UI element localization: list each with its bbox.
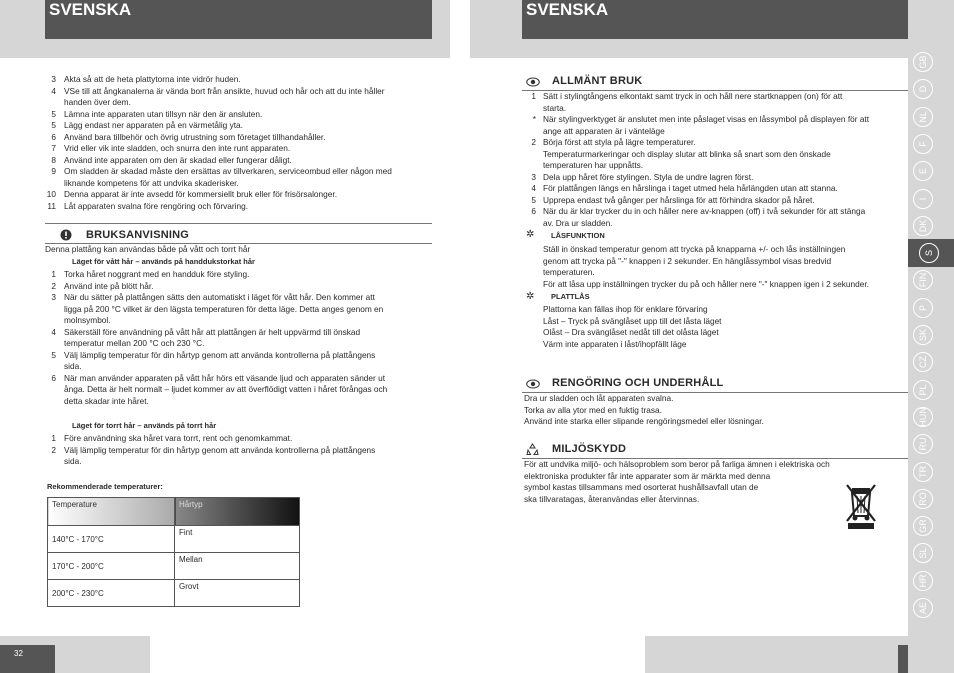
left-page-title: SVENSKA — [45, 0, 432, 39]
list-item-text: ånga. Detta är helt normalt – ljudet kommer av att överflödigt vatten i håret förångas och — [64, 384, 388, 394]
list-item-number: 1 — [51, 433, 56, 443]
text-line: Värm inte apparaten i låst/ihopfällt läge — [543, 338, 687, 349]
bruk-heading: BRUKSANVISNING — [86, 229, 190, 241]
lock-title: LÅSFUNKTION — [551, 231, 605, 240]
list-item-text: När du är klar trycker du in och håller nere av-knappen (off) i två sekunder för att stänga — [543, 206, 866, 216]
warning-icon — [60, 229, 72, 241]
language-tab-cz[interactable]: CZ — [913, 352, 933, 372]
list-item-number: 3 — [51, 74, 56, 84]
list-item-number: 5 — [51, 120, 56, 130]
list-item-text: Akta så att de heta plattytorna inte vidrör huden. — [64, 74, 241, 84]
language-tab-e[interactable]: E — [913, 161, 933, 181]
list-item-text: Lämna inte apparaten utan tillsyn när den är ansluten. — [64, 108, 263, 119]
text-line: temperaturen. — [543, 267, 595, 277]
language-tab-gb[interactable]: GB — [913, 52, 933, 72]
language-tab-ro[interactable]: RO — [913, 489, 933, 509]
text-line: Låst – Tryck på svänglåset upp till det låsta läget — [543, 315, 722, 326]
list-item-number: 2 — [51, 444, 56, 455]
list-item-text: liknande kompetens för att undvika skaderisker. — [64, 177, 239, 188]
text-line: För att undvika miljö- och hälsoproblem som beror på farliga ämnen i elektriska och — [524, 459, 830, 469]
right-foot-band — [645, 636, 908, 673]
recycle-icon — [526, 443, 539, 456]
list-item-text: Före användning ska håret vara torrt, rent och genomkammat. — [64, 433, 293, 443]
language-tab-label: S — [919, 243, 939, 263]
list-item-text: VSe till att ångkanalerna är vända bort från ansikte, huvud och hår och att du inte håller — [64, 85, 385, 96]
table-row — [48, 580, 300, 607]
list-item-text: sida. — [64, 361, 82, 371]
list-item-number: 9 — [51, 166, 56, 176]
bruk-rule — [45, 223, 432, 224]
list-item-text: detta skadar inte håret. — [64, 395, 149, 406]
plate-title: PLATTLÅS — [551, 292, 590, 301]
rengoring-heading: RENGÖRING OCH UNDERHÅLL — [552, 377, 724, 389]
list-item-number: 1 — [51, 269, 56, 279]
text-line: Olåst – Dra svänglåset nedåt till det olåsta läget — [543, 327, 719, 337]
eye-icon — [526, 77, 540, 87]
list-item-text: ligga på 200 °C vilket är den lägsta temperaturen för detta läge. Detta anges genom en — [64, 303, 384, 314]
text-line: Ställ in önskad temperatur genom att trycka på knapparna +/- och lås inställningen — [543, 244, 846, 254]
list-item-text: temperatur mellan 200 °C och 230 °C. — [64, 338, 205, 348]
list-item-text: Börja först att styla på lägre temperaturer. — [543, 137, 696, 147]
list-item-text: molnsymbol. — [64, 315, 111, 325]
list-item-text: Om sladden är skadad måste den ersättas av tillverkaren, serviceombud eller någon med — [64, 166, 392, 176]
list-item-number: 4 — [51, 85, 56, 96]
list-item-number: 7 — [51, 143, 56, 153]
list-item-text: När du sätter på plattången sätts den automatiskt i läget för vått hår. Den kommer att — [64, 292, 375, 302]
list-item-text: starta. — [543, 102, 567, 113]
list-item-text: Välj lämplig temperatur för din hårtyp genom att använda kontrollerna på plattångens — [64, 349, 376, 360]
bruk-intro: Denna plattång kan användas både på vått och torrt hår — [45, 244, 251, 254]
list-item-text: Använd inte apparaten om den är skadad eller fungerar dåligt. — [64, 154, 292, 165]
left-page-number: 32 — [0, 645, 55, 673]
list-item-text: Vrid eller vik inte sladden, och snurra den inte runt apparaten. — [64, 143, 291, 153]
hairtype-cell: Fint — [175, 526, 300, 553]
list-item-number: 6 — [51, 372, 56, 383]
list-item-text: Välj lämplig temperatur för din hårtyp genom att använda kontrollerna på plattångens — [64, 444, 376, 455]
text-line: Använd inte starka eller slipande rengöringsmedel eller lösningar. — [524, 416, 764, 426]
language-tab-f[interactable]: F — [913, 134, 933, 154]
table-row — [48, 526, 300, 553]
language-tab-i[interactable]: I — [913, 189, 933, 209]
list-item-number: 4 — [531, 183, 536, 193]
sun-icon: ✲ — [526, 291, 535, 302]
language-tab-ae[interactable]: AE — [913, 598, 933, 618]
list-item-text: Dela upp håret före stylingen. Styla de undre lagren först. — [543, 171, 754, 182]
right-page-title: SVENSKA — [522, 0, 908, 39]
eye-icon — [526, 379, 540, 389]
language-tab-sl[interactable]: SL — [913, 543, 933, 563]
list-item-text: Upprepa endast två gånger per hårslinga för att förhindra skador på håret. — [543, 194, 815, 205]
list-item-number: 6 — [531, 206, 536, 216]
text-line: Plattorna kan fällas ihop för enklare förvaring — [543, 304, 708, 314]
dry-mode-title: Läget för torrt hår – används på torrt hår — [72, 421, 217, 430]
text-line: ska tillvaratagas, återanvändas eller återvinnas. — [524, 493, 700, 504]
temp-cell: 140°C - 170°C — [48, 526, 175, 553]
language-tab-nl[interactable]: NL — [913, 107, 933, 127]
language-tab-s[interactable] — [908, 239, 954, 267]
temps-col-temperature: Temperature — [48, 498, 175, 526]
list-item-number: * — [532, 114, 536, 124]
list-item-text: Denna apparat är inte avsedd för kommersiellt bruk eller för frisörsalonger. — [64, 189, 338, 199]
list-item-text: Temperaturmarkeringar och display slutar att blinka så snart som den önskade — [543, 148, 831, 159]
language-tab-pl[interactable]: PL — [913, 380, 933, 400]
list-item-text: Använd inte på blött hår. — [64, 280, 154, 291]
language-tab-dk[interactable]: DK — [913, 216, 933, 236]
text-line: Dra ur sladden och låt apparaten svalna. — [524, 393, 674, 403]
text-line: elektroniska produkter får inte apparater som är märkta med denna — [524, 470, 771, 481]
text-line: genom att trycka på "-" knappen i 2 sekunder. En hänglåssymbol visas bredvid — [543, 255, 832, 266]
list-item-text: Sätt i stylingtångens elkontakt samt tryck in och håll nere startknappen (on) för att — [543, 91, 843, 101]
list-item-text: När man använder apparaten på vått hår hörs ett väsande ljud och apparaten sänder ut — [64, 372, 386, 383]
temperature-table — [47, 497, 300, 607]
list-item-number: 3 — [531, 171, 536, 182]
language-tab-p[interactable]: P — [913, 298, 933, 318]
allmant-heading: ALLMÄNT BRUK — [552, 75, 643, 87]
list-item-number: 10 — [46, 189, 56, 199]
weee-bin-icon — [844, 482, 878, 530]
text-line: symbol kastas tillsammans med osorterat hushållsavfall utan de — [524, 482, 759, 492]
list-item-number: 5 — [51, 349, 56, 360]
list-item-text: Säkerställ före användning på vått hår att plattången är helt uppvärmd till önskad — [64, 326, 361, 337]
list-item-text: När stylingverktyget är anslutet men inte påslaget visas en låssymbol på displayen för att — [543, 114, 870, 124]
wet-mode-title: Läget för vått hår – används på handdukstorkat hår — [72, 257, 255, 266]
temps-col-hairtype: Hårtyp — [175, 498, 300, 526]
hairtype-cell: Mellan — [175, 553, 300, 580]
table-row — [48, 553, 300, 580]
list-item-number: 3 — [51, 292, 56, 302]
list-item-number: 5 — [531, 194, 536, 205]
list-item-number: 2 — [51, 280, 56, 291]
text-line: För att låsa upp inställningen trycker du på och håller nere "-" knappen igen i 2 sekunder. — [543, 278, 869, 289]
list-item-number: 4 — [51, 326, 56, 337]
list-item-text: För plattången längs en hårslinga i taget utmed hela hårlängden utan att stanna. — [543, 183, 838, 193]
list-item-text: sida. — [64, 456, 82, 466]
list-item-text: ange att apparaten är i vänteläge — [543, 125, 665, 136]
temp-cell: 200°C - 230°C — [48, 580, 175, 607]
miljo-heading: MILJÖSKYDD — [552, 443, 627, 455]
list-item-text: Använd bara tillbehör och övrig utrustning som företaget tillhandahåller. — [64, 131, 326, 142]
language-tab-ru[interactable]: RU — [913, 434, 933, 454]
list-item-text: Låt apparaten svalna före rengöring och förvaring. — [64, 200, 249, 211]
list-item-number: 5 — [51, 108, 56, 119]
temp-cell: 170°C - 200°C — [48, 553, 175, 580]
list-item-number: 6 — [51, 131, 56, 142]
sun-icon: ✲ — [526, 229, 535, 240]
language-tab-gr[interactable]: GR — [913, 516, 933, 536]
language-tab-hun[interactable]: HUN — [913, 407, 933, 427]
language-tab-hr[interactable]: HR — [913, 571, 933, 591]
language-tab-tr[interactable]: TR — [913, 462, 933, 482]
temps-title: Rekommenderade temperaturer: — [47, 482, 163, 491]
language-tab-fin[interactable]: FIN — [913, 270, 933, 290]
list-item-number: 11 — [47, 200, 56, 211]
list-item-text: Torka håret noggrant med en handduk före styling. — [64, 269, 250, 279]
hairtype-cell: Grovt — [175, 580, 300, 607]
list-item-text: Lägg endast ner apparaten på en värmetålig yta. — [64, 120, 243, 130]
list-item-text: handen över dem. — [64, 97, 131, 107]
language-tab-sk[interactable]: SK — [913, 325, 933, 345]
text-line: Torka av alla ytor med en fuktig trasa. — [524, 404, 662, 415]
list-item-text: temperaturen har uppnåtts. — [543, 160, 644, 170]
list-item-number: 8 — [51, 154, 56, 165]
list-item-text: av. Dra ur sladden. — [543, 217, 613, 228]
language-tab-d[interactable]: D — [913, 79, 933, 99]
list-item-number: 2 — [531, 137, 536, 147]
list-item-number: 1 — [531, 91, 536, 101]
